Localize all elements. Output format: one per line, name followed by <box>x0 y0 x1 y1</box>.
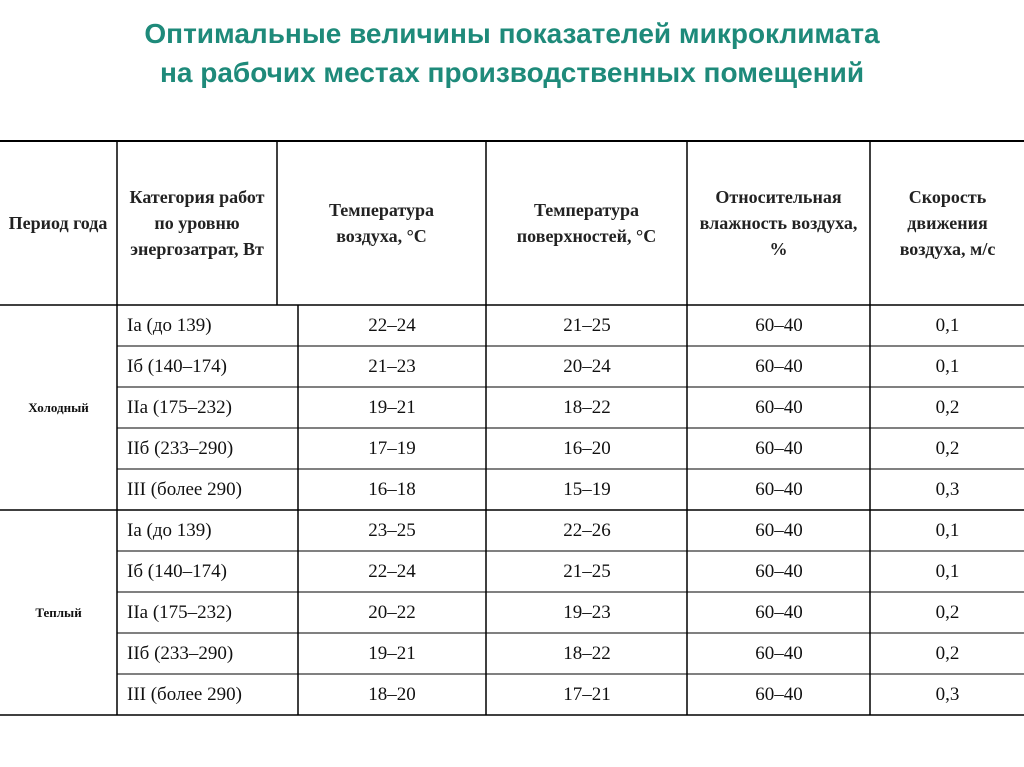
surface-temp-cell: 18–22 <box>563 396 611 418</box>
header-category: Категория работ по уровню энергозатрат, Вт <box>129 186 265 259</box>
air-temp-cell: 18–20 <box>368 683 416 705</box>
header-air-temp: Температура воздуха, °С <box>328 199 435 246</box>
category-cell: Iа (до 139) <box>127 519 212 541</box>
air-temp-cell: 17–19 <box>368 437 416 459</box>
header-surface-temp: Температура поверхностей, °С <box>516 199 657 246</box>
surface-temp-cell: 19–23 <box>563 601 611 623</box>
category-cell: III (более 290) <box>127 478 242 500</box>
air-temp-cell: 20–22 <box>368 601 416 623</box>
surface-temp-cell: 21–25 <box>563 560 611 582</box>
category-cell: IIб (233–290) <box>127 437 234 459</box>
air-temp-cell: 22–24 <box>368 314 416 336</box>
air-temp-cell: 19–21 <box>368 642 416 664</box>
surface-temp-cell: 18–22 <box>563 642 611 664</box>
speed-cell: 0,2 <box>935 437 960 459</box>
header-period: Период года <box>8 212 108 233</box>
microclimate-table <box>0 140 1024 716</box>
air-temp-cell: 23–25 <box>368 519 416 541</box>
period-label: Теплый <box>35 604 82 620</box>
air-temp-cell: 16–18 <box>368 478 416 500</box>
speed-cell: 0,1 <box>935 519 960 541</box>
surface-temp-cell: 22–26 <box>563 519 611 541</box>
surface-temp-cell: 20–24 <box>563 355 611 377</box>
air-temp-cell: 22–24 <box>368 560 416 582</box>
category-cell: Iб (140–174) <box>127 560 227 582</box>
humidity-cell: 60–40 <box>755 519 803 541</box>
speed-cell: 0,3 <box>935 478 960 500</box>
humidity-cell: 60–40 <box>755 560 803 582</box>
category-cell: IIб (233–290) <box>127 642 234 664</box>
speed-cell: 0,2 <box>935 601 960 623</box>
humidity-cell: 60–40 <box>755 478 803 500</box>
air-temp-cell: 21–23 <box>368 355 416 377</box>
speed-cell: 0,1 <box>935 560 960 582</box>
category-cell: Iб (140–174) <box>127 355 227 377</box>
speed-cell: 0,1 <box>935 314 960 336</box>
category-cell: III (более 290) <box>127 683 242 705</box>
speed-cell: 0,2 <box>935 642 960 664</box>
page-title <box>0 14 1024 92</box>
category-cell: IIа (175–232) <box>127 396 232 418</box>
humidity-cell: 60–40 <box>755 437 803 459</box>
title-line-1: Оптимальные величины показателей микроклимата <box>144 18 880 49</box>
humidity-cell: 60–40 <box>755 314 803 336</box>
header-speed: Скорость движения воздуха, м/с <box>899 186 996 259</box>
humidity-cell: 60–40 <box>755 683 803 705</box>
humidity-cell: 60–40 <box>755 355 803 377</box>
period-label: Холодный <box>28 399 89 415</box>
header-humidity: Относительная влажность воздуха, % <box>699 186 858 259</box>
surface-temp-cell: 21–25 <box>563 314 611 336</box>
surface-temp-cell: 15–19 <box>563 478 611 500</box>
speed-cell: 0,1 <box>935 355 960 377</box>
humidity-cell: 60–40 <box>755 396 803 418</box>
humidity-cell: 60–40 <box>755 601 803 623</box>
surface-temp-cell: 17–21 <box>563 683 611 705</box>
title-line-2: на рабочих местах производственных помещений <box>159 57 865 88</box>
surface-temp-cell: 16–20 <box>563 437 611 459</box>
humidity-cell: 60–40 <box>755 642 803 664</box>
category-cell: Iа (до 139) <box>127 314 212 336</box>
air-temp-cell: 19–21 <box>368 396 416 418</box>
speed-cell: 0,2 <box>935 396 960 418</box>
speed-cell: 0,3 <box>935 683 960 705</box>
category-cell: IIа (175–232) <box>127 601 232 623</box>
